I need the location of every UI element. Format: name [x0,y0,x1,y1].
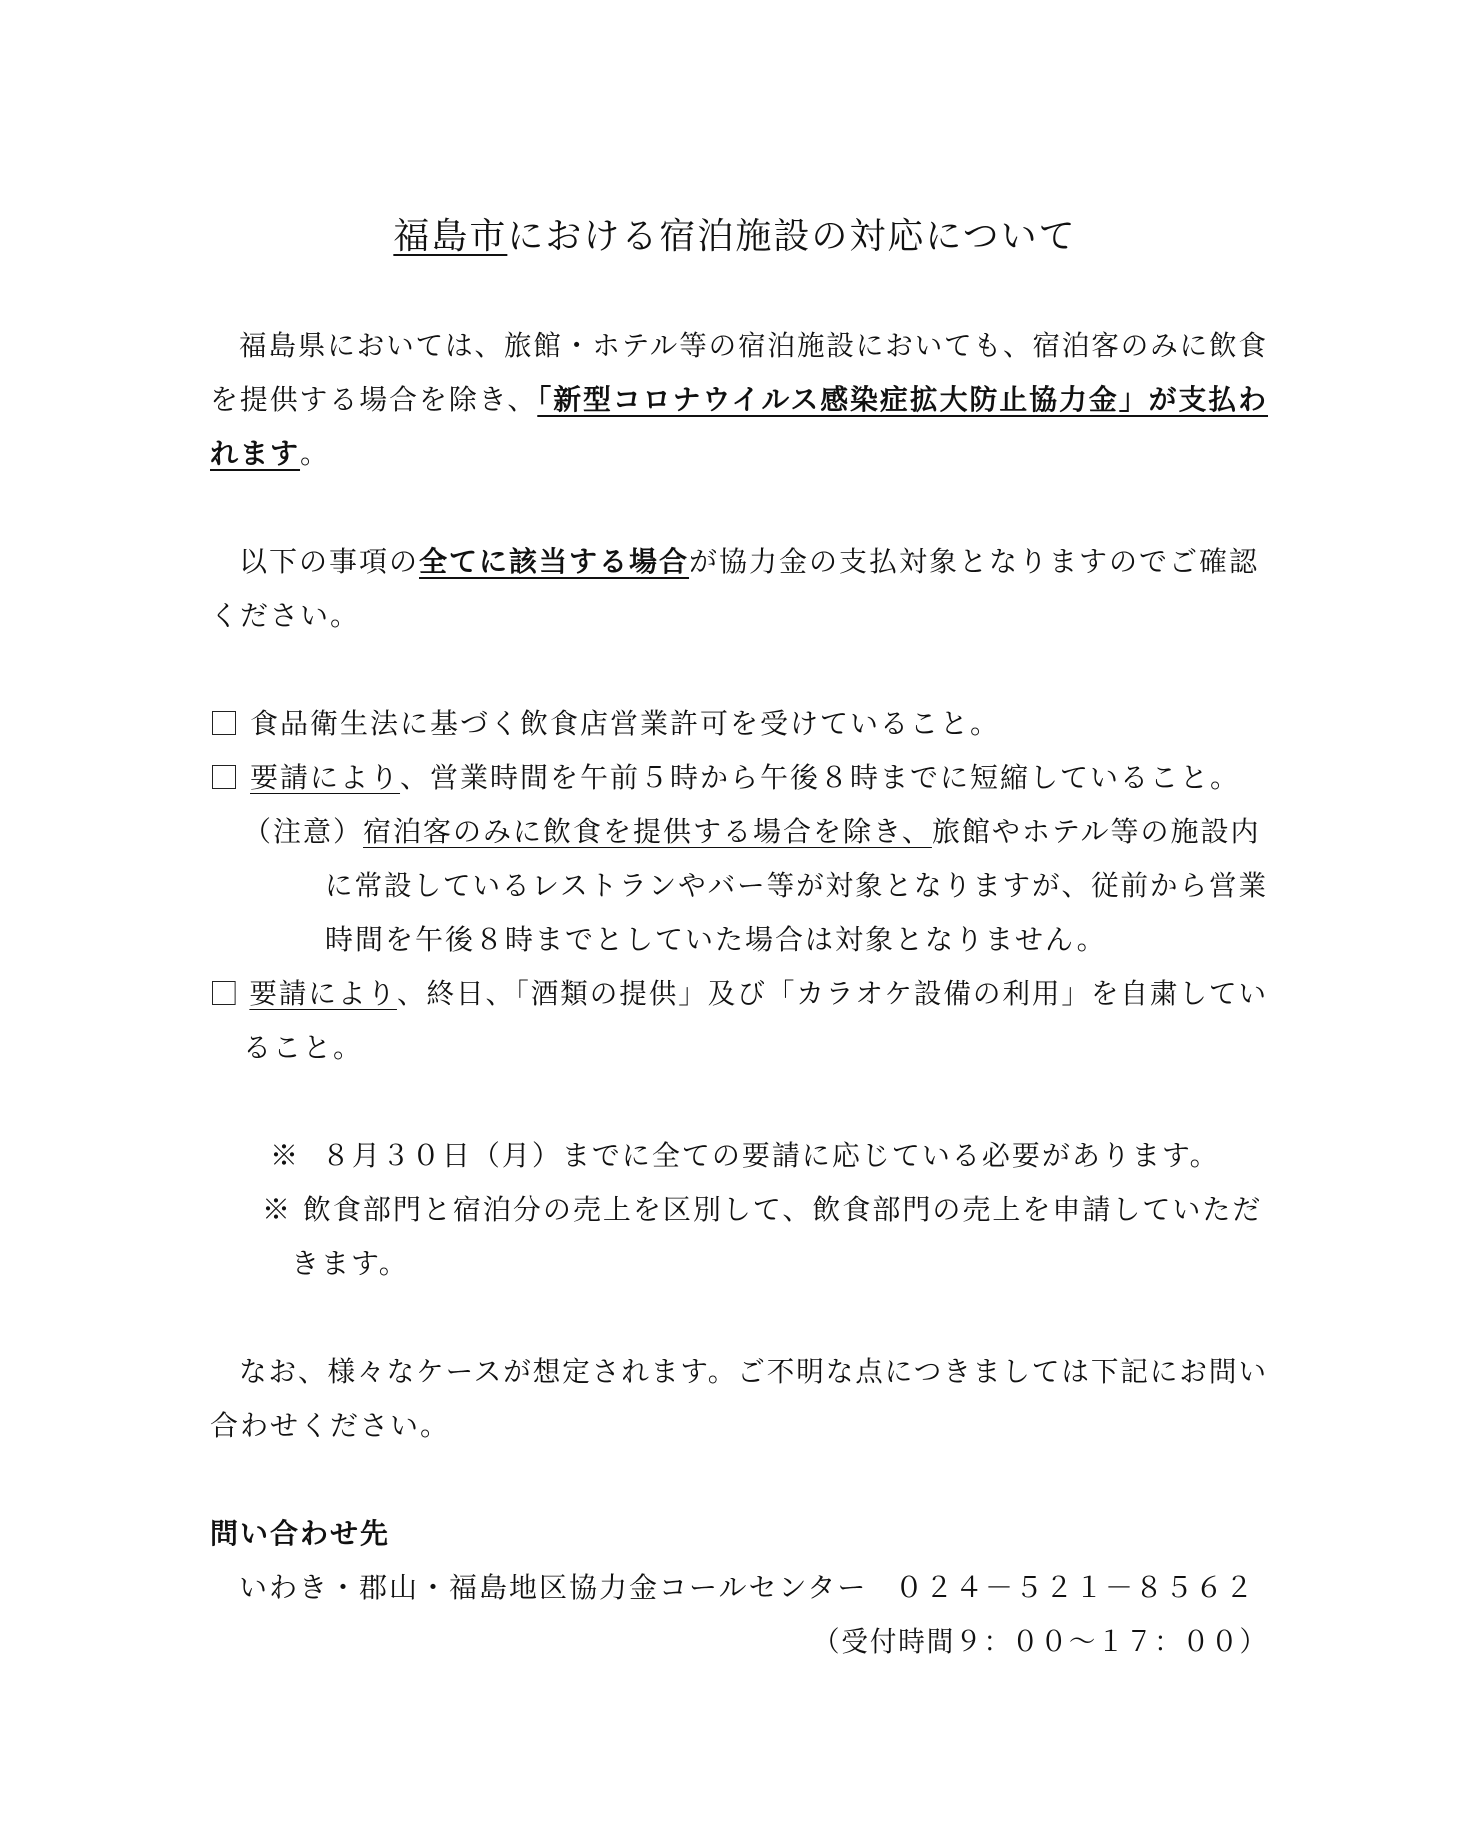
contact-center: いわき・郡山・福島地区協力金コールセンター [239,1571,868,1604]
contact-line [239,1570,867,1606]
note-line-1 [243,814,1261,850]
remark-2-text: 飲食部門と宿泊分の売上を区別して、飲食部門の売上を申請していただ [302,1193,1263,1226]
intro-line-2 [210,382,1268,418]
conditions-line-2: ください。 [210,599,361,632]
page-title [0,213,1470,261]
intro-line-3 [210,436,330,472]
remark-2 [262,1192,1262,1228]
note-line-1b: 旅館やホテル等の施設内 [931,815,1261,848]
checklist-item-3 [212,976,1268,1012]
closing-line-1: なお、様々なケースが想定されます。ご不明な点につきましては下記にお問い [239,1355,1268,1388]
note-line-1a: 宿泊客のみに飲食を提供する場合を除き、 [363,815,932,848]
checkbox-icon [212,765,236,789]
remark-1 [270,1138,1220,1174]
conditions-line-1b: 全てに該当する場合 [419,545,690,578]
title-city: 福島市 [393,216,508,257]
intro-line-1: 福島県においては、旅館・ホテル等の宿泊施設においても、宿泊客のみに飲食 [239,329,1269,362]
note-label: （注意） [243,815,364,848]
conditions-line-1a: 以下の事項の [239,545,420,578]
checklist-item-1-text: 食品衛生法に基づく飲食店営業許可を受けていること。 [250,707,1001,740]
contact-hours: （受付時間９：００～１７：００） [813,1625,1269,1658]
checklist-item-3-text-b: 、終日、「酒類の提供」及び「カラオケ設備の利用」を自粛してい [396,977,1268,1010]
intro-line-2a: を提供する場合を除き、 [210,383,538,416]
checklist-item-2-text-b: 、営業時間を午前５時から午後８時までに短縮していること。 [400,761,1241,794]
note-line-2: に常設しているレストランやバー等が対象となりますが、従前から営業 [325,869,1268,902]
checklist-item-2-text-a: 要請により [250,761,401,794]
closing-line-2: 合わせください。 [210,1409,451,1442]
remark-mark: ※ [270,1139,301,1172]
checkbox-icon [212,981,236,1005]
contact-phone: ０２４－５２１－８５６２ [895,1571,1256,1604]
intro-line-3b: 。 [300,437,331,470]
checklist-item-3-text-a: 要請により [249,977,397,1010]
intro-line-2b: 「新型コロナウイルス感染症拡大防止協力金」が支払わ [537,383,1269,416]
note-line-3: 時間を午後８時までとしていた場合は対象となりません。 [325,923,1107,956]
checklist-item-3-cont: ること。 [243,1031,364,1064]
intro-line-3a: れます [210,437,301,470]
contact-heading: 問い合わせ先 [210,1517,391,1550]
remark-mark: ※ [262,1193,293,1226]
checklist-item-2 [212,760,1240,796]
remark-2-cont: きます。 [291,1247,409,1280]
checklist-item-1 [212,706,1000,742]
conditions-line-1c: が協力金の支払対象となりますのでご確認 [689,545,1260,578]
remark-1-text: ８月３０日（月）までに全ての要請に応じている必要があります。 [321,1139,1220,1172]
conditions-line-1 [239,544,1259,580]
checkbox-icon [212,711,236,735]
title-rest: における宿泊施設の対応について [507,216,1077,257]
